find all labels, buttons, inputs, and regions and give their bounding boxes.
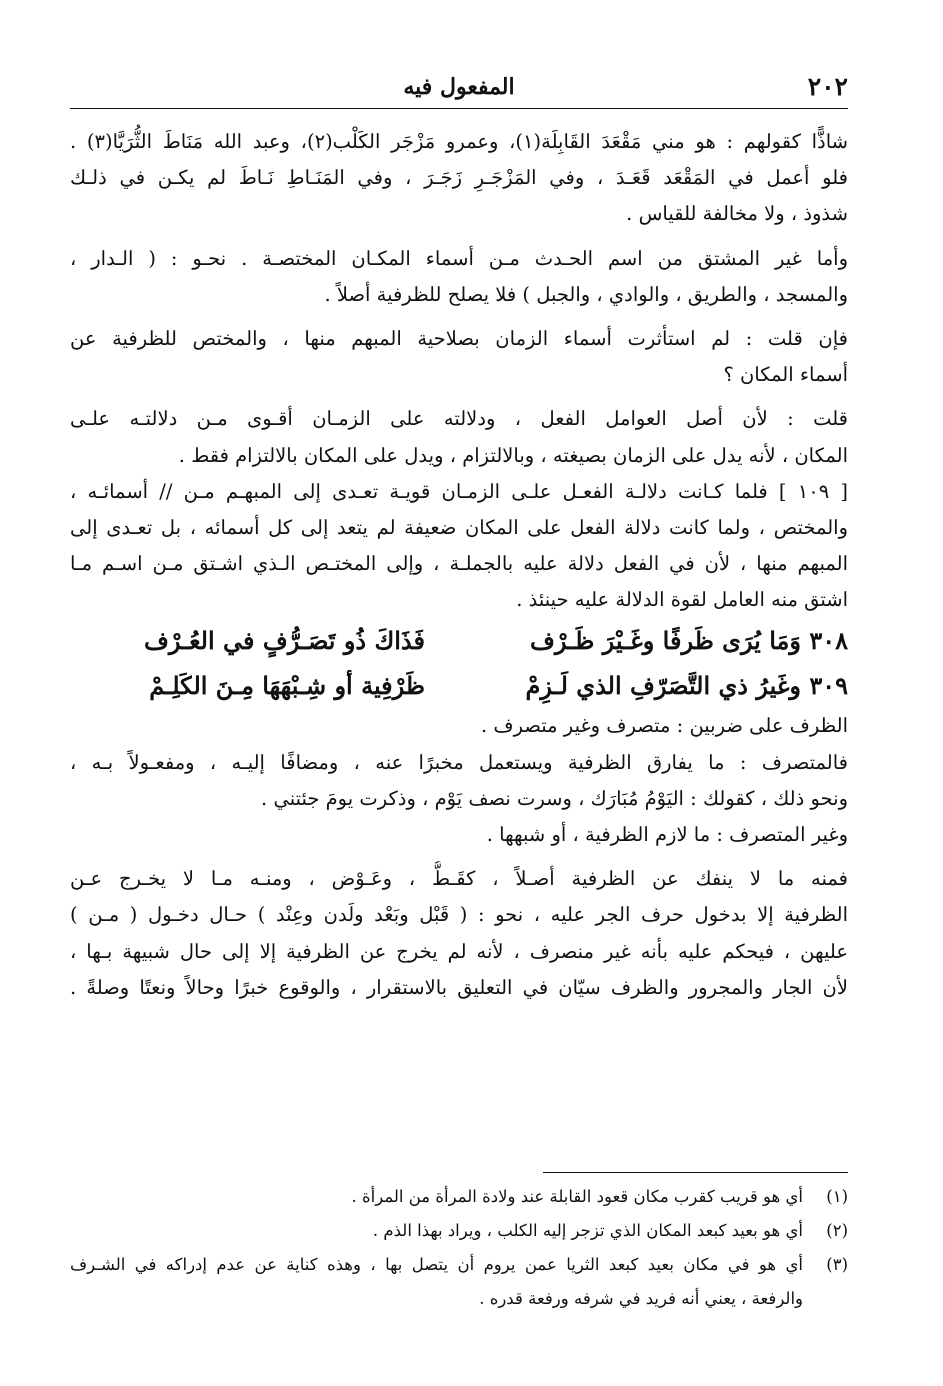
text-line: فلو أعمل في المَقْعَد قَعَـدَ ، وفي المَزْجَـرِ زَجَـرَ ، وفي المَنَـاطِ نَـاطَ لم يكـن في ذلـك (70, 166, 848, 190)
text-line: فمنه ما لا ينفك عن الظرفية أصـلاً ، كقَـطُّ ، وعَـوْض ، ومنـه مـا لا يخـرج عـن (70, 867, 848, 891)
text-line: شذوذ ، ولا مخالفة للقياس . (626, 202, 848, 226)
footnote-number: (٣) (826, 1255, 848, 1274)
verse-line (70, 663, 848, 708)
text-line: الظرفية إلا بدخول حرف الجر عليه ، نحو : ( قَبْل وبَعْد ولَدن وعِنْد ) حـال دخـول ( مـن ) (70, 903, 848, 927)
footnote-text: أي هو في مكان بعيد كبعد الثريا عمن يروم أن يتصل بها ، وهذه كناية عن عدم إدراكه في الشـرف (70, 1255, 803, 1274)
footnote-text: أي هو قريب كقرب مكان قعود القابلة عند ولادة المرأة من المرأة . (351, 1187, 803, 1206)
text-line: المكان ، لأنه يدل على الزمان بصيغته ، وبالالتزام ، ويدل على المكان بالالتزام فقط . (178, 443, 848, 467)
text-line: قلت : لأن أصل العوامل الفعل ، ودلالته على الزمـان أقـوى مـن دلالتـه علـى (70, 407, 848, 431)
text-line: شاذًّا كقولهم : هو مني مَقْعَدَ القَابِلَة(١)، وعمرو مَزْجَر الكَلْب(٢)، وعبد الله مَنَاطَ الثُّرَيَّا(٣) . (70, 130, 848, 153)
verse-first-hemistich: ٣٠٩ وغَيرُ ذي التَّصَرّفِ الذي لَـزِمْ (525, 671, 848, 701)
footnotes (70, 1180, 848, 1316)
page-header (70, 70, 848, 109)
text-line: وغير المتصرف : ما لازم الظرفية ، أو شبهها . (486, 823, 848, 846)
text-line: فإن قلت : لم استأثرت أسماء الزمان بصلاحية المبهم منها ، والمختص للظرفية عن (70, 326, 848, 350)
text-line: وأما غير المشتق من اسم الحـدث مـن أسماء المكـان المختصـة . نحـو : ( الـدار ، (70, 246, 848, 270)
footnote (70, 1180, 848, 1214)
text-line: لأن الجار والمجرور والظرف سيّان في التعليق بالاستقرار ، والوقوع خبرًا وحالاً ونعتًا وصلةً . (70, 975, 848, 999)
footnote-text: أي هو بعيد كبعد المكان الذي تزجر إليه الكلب ، ويراد بهذا الذم . (372, 1221, 803, 1240)
verse-line (70, 618, 848, 663)
footnote-number: (٢) (826, 1221, 848, 1240)
verse-second-hemistich: فَذَاكَ ذُو تَصَـرُّفٍ في العُـرْف (143, 626, 425, 656)
text-line: أسماء المكان ؟ (723, 363, 848, 387)
footnote (70, 1248, 848, 1316)
footnote-text: والرفعة ، يعني أنه فريد في شرفه ورفعة قدره . (479, 1289, 803, 1308)
text-line: فالمتصرف : ما يفارق الظرفية ويستعمل مخبرًا عنه ، ومضافًا إليـه ، ومفعـولاً بـه ، (70, 750, 848, 774)
footnote-number: (١) (826, 1187, 848, 1206)
text-line: [ ١٠٩ ] فلما كـانت دلالـة الفعـل علـى الزمـان قويـة تعـدى إلى المبهـم مـن // أسمائـه ، (70, 479, 848, 503)
running-title: المفعول فيه (403, 74, 515, 100)
text-line: والمختص ، ولما كانت دلالة الفعل على المكان ضعيفة لم يتعد إلى كل أسمائه ، بل تعـدى إلى (70, 515, 848, 539)
text-line: عليهن ، فيحكم عليه بأنه غير منصرف ، لأنه لم يخرج عن الظرفية إلا إلى حال شبيهة بـها ، (70, 939, 848, 963)
footnote (70, 1214, 848, 1248)
footnote-separator (543, 1172, 848, 1173)
text-line: والمسجد ، والطريق ، والوادي ، والجبل ) فلا يصلح للظرفية أصلاً . (324, 282, 848, 306)
page-number: ٢٠٢ (807, 72, 848, 101)
verse-second-hemistich: ظَرْفِية أو شِـبْهَهَا مِـنَ الكَلِـمْ (149, 671, 425, 701)
text-line: اشتق منه العامل لقوة الدلالة عليه حينئذ . (516, 588, 848, 612)
verse-first-hemistich: ٣٠٨ وَمَا يُرَى ظَرفًا وغَـيْرَ ظَـرْف (530, 626, 848, 656)
text-line: ونحو ذلك ، كقولك : اليَوْمُ مُبَارَك ، وسرت نصف يَوْم ، وذكرت يومَ جئتني . (261, 786, 848, 810)
text-line: المبهم منها ، لأن في الفعل دلالة عليه بالجملـة ، وإلى المختـص الـذي اشـتق مـن اسـم مـا (70, 552, 848, 576)
text-line: الظرف على ضربين : متصرف وغير متصرف . (481, 714, 848, 738)
main-text (70, 124, 848, 1006)
